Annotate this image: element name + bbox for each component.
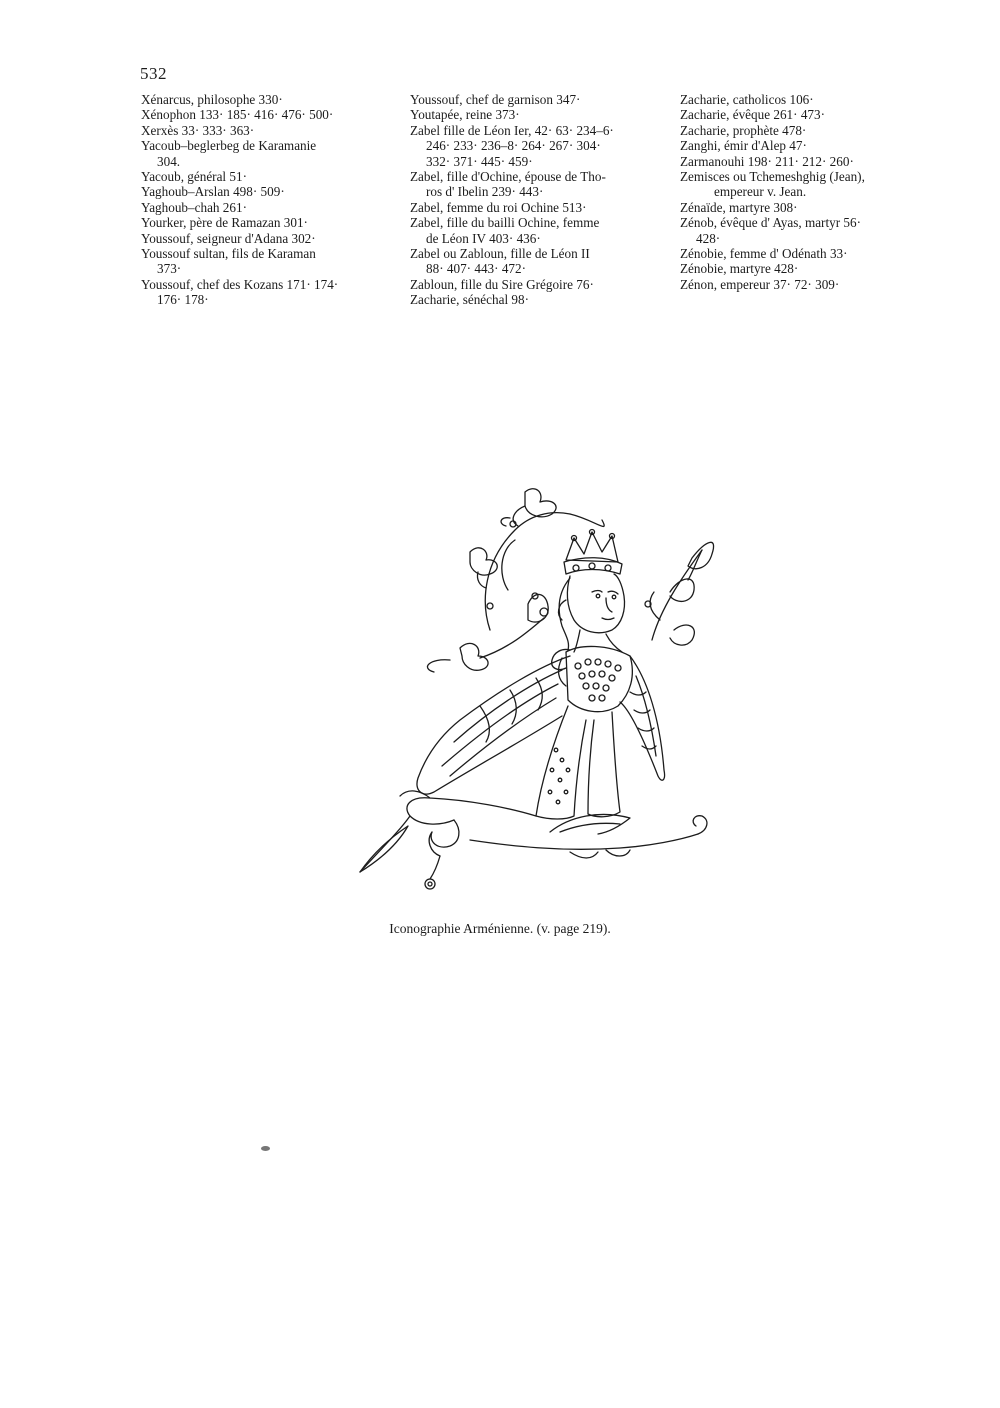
index-entry: Zabel, femme du roi Ochine 513· bbox=[410, 199, 587, 215]
index-entry: Zénaïde, martyre 308· bbox=[680, 199, 798, 215]
index-entry: Youssouf, seigneur d'Adana 302· bbox=[141, 230, 316, 246]
index-entry: Zacharie, évêque 261· 473· bbox=[680, 107, 825, 123]
index-entry: Zabel fille de Léon Ier, 42· 63· 234–6· 246· 233· 236–8· 264· 267· 304· bbox=[410, 122, 614, 154]
illustration-caption: Iconographie Arménienne. (v. page 219). bbox=[389, 921, 611, 936]
index-entry: Zemisces ou Tchemeshghig (Jean), empereur v. Jean. bbox=[680, 169, 865, 200]
crowned-harpy-icon bbox=[330, 480, 720, 900]
index-entry: Xénarcus, philosophe 330· bbox=[141, 92, 283, 107]
index-entry: Zanghi, émir d'Alep 47· bbox=[680, 138, 807, 154]
index-entry: Zacharie, catholicos 106· bbox=[680, 92, 814, 107]
index-entry: Yaghoub–chah 261· bbox=[141, 199, 247, 215]
index-entry: Yacoub, général 51· bbox=[141, 169, 247, 185]
ink-speck bbox=[261, 1146, 270, 1151]
index-entry: Xénophon 133· 185· 416· 476· 500· bbox=[141, 107, 334, 123]
index-entry: Zénobie, femme d' Odénath 33· bbox=[680, 246, 848, 262]
index-entry: Youtapée, reine 373· bbox=[410, 107, 520, 123]
index-entry: Youssouf, chef des Kozans 171· 174· 176· 178· bbox=[141, 276, 339, 308]
page-number: 532 bbox=[140, 64, 167, 83]
index-column-1 bbox=[141, 92, 396, 308]
index-column-2 bbox=[410, 92, 665, 308]
index-entry: Zabel ou Zabloun, fille de Léon II 88· 407· 443· 472· bbox=[410, 246, 590, 277]
index-entry: Yourker, père de Ramazan 301· bbox=[141, 215, 308, 231]
index-entry: Youssouf sultan, fils de Karaman 373· bbox=[141, 246, 316, 277]
index-entry: Zacharie, prophète 478· bbox=[680, 122, 807, 138]
index-entry: Zénon, empereur 37· 72· 309· bbox=[680, 276, 840, 292]
index-entry: Zénob, évêque d' Ayas, martyr 56· 428· bbox=[680, 215, 861, 246]
index-entry: Zacharie, sénéchal 98· bbox=[410, 292, 529, 308]
index-column-3 bbox=[680, 92, 915, 292]
index-entry: Zabel, fille du bailli Ochine, femme de Léon IV 403· 436· bbox=[410, 215, 600, 246]
index-entry: Xerxès 33· 333· 363· bbox=[141, 122, 255, 138]
index-entry: Yacoub–beglerbeg de Karamanie 304. bbox=[141, 138, 317, 169]
index-entry: Youssouf, chef de garnison 347· bbox=[410, 92, 581, 107]
index-entry-continuation: 332· 371· 445· 459· bbox=[426, 153, 533, 169]
index-entry: Yaghoub–Arslan 498· 509· bbox=[141, 184, 285, 200]
index-entry: Zabel, fille d'Ochine, épouse de Tho- ros d' Ibelin 239· 443· bbox=[410, 169, 606, 200]
index-entry: Zabloun, fille du Sire Grégoire 76· bbox=[410, 276, 594, 292]
index-entry: Zénobie, martyre 428· bbox=[680, 261, 799, 277]
index-entry: Zarmanouhi 198· 211· 212· 260· bbox=[680, 153, 854, 169]
